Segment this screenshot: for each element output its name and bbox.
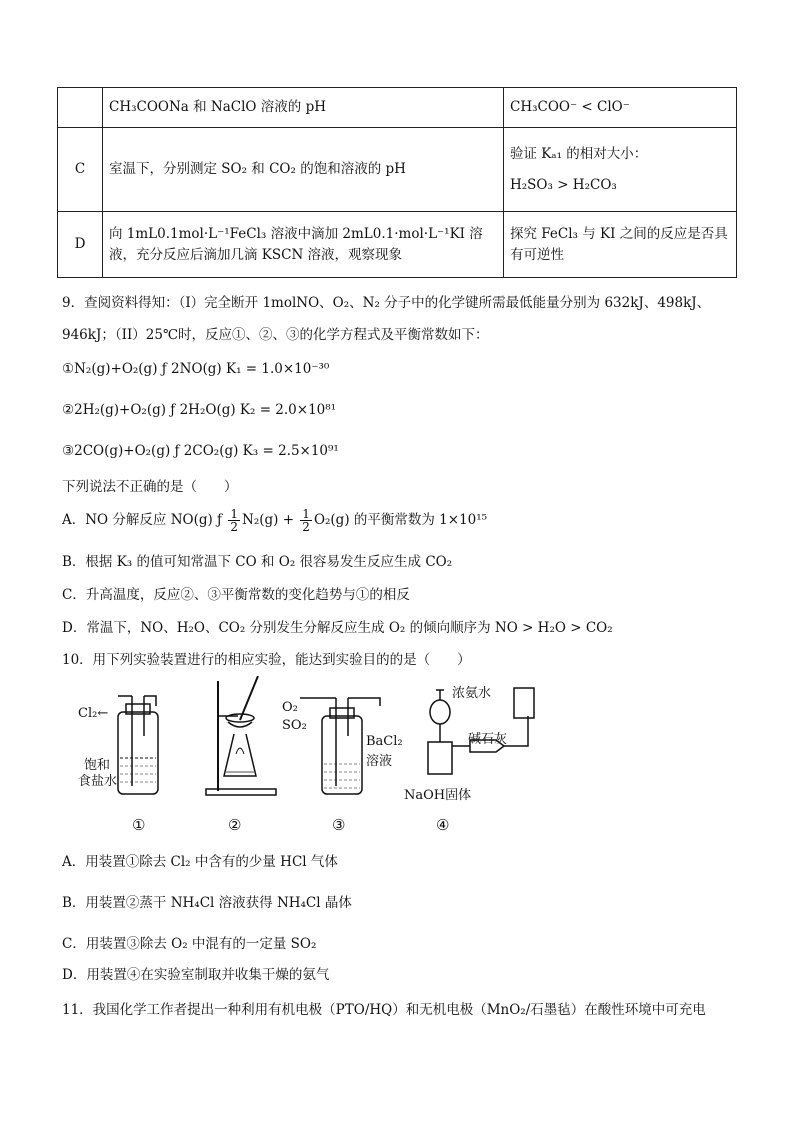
row-content: CH₃COONa 和 NaClO 溶液的 pH [103, 88, 504, 128]
row-label: C [58, 128, 103, 212]
q10-option-c: C．用装置③除去 O₂ 中混有的一定量 SO₂ [62, 936, 317, 952]
purpose-line-1: 验证 Kₐ₁ 的相对大小： [510, 145, 648, 162]
table-row [58, 212, 737, 278]
q10-option-b: B．用装置②蒸干 NH₄Cl 溶液获得 NH₄Cl 晶体 [62, 895, 352, 911]
q9-stem-1: 9．查阅资料得知：（I）完全断开 1molNO、O₂、N₂ 分子中的化学键所需最低能量分别为 632kJ、498kJ、 [62, 295, 711, 311]
q11-stem: 11．我国化学工作者提出一种利用有机电极（PTO/HQ）和无机电极（MnO₂/石墨毡）在酸性环境中可充电 [62, 1002, 706, 1018]
row-purpose [504, 128, 737, 212]
row-content: 室温下，分别测定 SO₂ 和 CO₂ 的饱和溶液的 pH [103, 128, 504, 212]
row-content: 向 1mL0.1mol·L⁻¹FeCl₃ 溶液中滴加 2mL0.1·mol·L⁻¹KI 溶液，充分反应后滴加几滴 KSCN 溶液，观察现象 [103, 212, 504, 278]
q9-stem-2: 946kJ；（II）25℃时，反应①、②、③的化学方程式及平衡常数如下： [62, 327, 489, 343]
q9-option-d: D．常温下，NO、H₂O、CO₂ 分别发生分解反应生成 O₂ 的倾向顺序为 NO > H₂O > CO₂ [62, 620, 613, 636]
fraction-half: $\frac{1}{2}$ [302, 507, 310, 534]
liquid-label-2: 食盐水 [78, 774, 118, 789]
reagent-label-naoh: NaOH固体 [404, 788, 472, 803]
table-row [58, 88, 737, 128]
table-row [58, 128, 737, 212]
row-label: D [58, 212, 103, 278]
gas-label-o2: O₂ [282, 700, 298, 715]
q10-option-d: D．用装置④在实验室制取并收集干燥的氨气 [62, 967, 330, 983]
q9-question: 下列说法不正确的是（ ） [62, 479, 238, 495]
apparatus-figures [70, 676, 540, 836]
q9-equation-2: ②2H₂(g)+O₂(g) ƒ 2H₂O(g) K₂ = 2.0×10⁸¹ [62, 402, 337, 418]
option-a-prefix: A．NO 分解反应 NO(g) ƒ [62, 512, 227, 528]
reagent-label-ammonia: 浓氨水 [452, 686, 492, 701]
purpose-line-2: H₂SO₃ > H₂CO₃ [510, 176, 617, 193]
figure-number-3: ③ [332, 816, 346, 834]
row-label [58, 88, 103, 128]
figure-number-4: ④ [436, 816, 450, 834]
q9-option-c: C．升高温度，反应②、③平衡常数的变化趋势与①的相反 [62, 587, 410, 603]
q9-equation-1: ①N₂(g)+O₂(g) ƒ 2NO(g) K₁ = 1.0×10⁻³⁰ [62, 361, 330, 377]
option-a-mid2: O₂(g) 的平衡常数为 1×10¹⁵ [313, 512, 488, 528]
q10-option-a: A．用装置①除去 Cl₂ 中含有的少量 HCl 气体 [62, 854, 338, 870]
q10-stem: 10．用下列实验装置进行的相应实验，能达到实验目的的是（ ） [62, 652, 471, 668]
q9-equation-3: ③2CO(g)+O₂(g) ƒ 2CO₂(g) K₃ = 2.5×10⁹¹ [62, 443, 339, 459]
options-table [57, 87, 737, 278]
row-purpose: CH₃COO⁻ < ClO⁻ [504, 88, 737, 128]
apparatus-2-diagram [198, 676, 288, 811]
gas-label-so2: SO₂ [282, 718, 307, 733]
reagent-label-soda-lime: 碱石灰 [468, 732, 508, 747]
figure-number-2: ② [228, 816, 242, 834]
q9-option-b: B．根据 K₃ 的值可知常温下 CO 和 O₂ 很容易发生反应生成 CO₂ [62, 554, 453, 570]
liquid-label-bacl2: BaCl₂ [366, 734, 403, 749]
gas-label-cl2: Cl₂← [78, 706, 109, 721]
row-purpose: 探究 FeCl₃ 与 KI 之间的反应是否具有可逆性 [504, 212, 737, 278]
option-a-mid1: N₂(g) + [242, 512, 299, 528]
fraction-half: $\frac{1}{2}$ [230, 507, 238, 534]
liquid-label-1: 饱和 [84, 758, 111, 773]
liquid-label-solution: 溶液 [366, 754, 393, 769]
q9-option-a [62, 508, 487, 533]
figure-number-1: ① [132, 816, 146, 834]
